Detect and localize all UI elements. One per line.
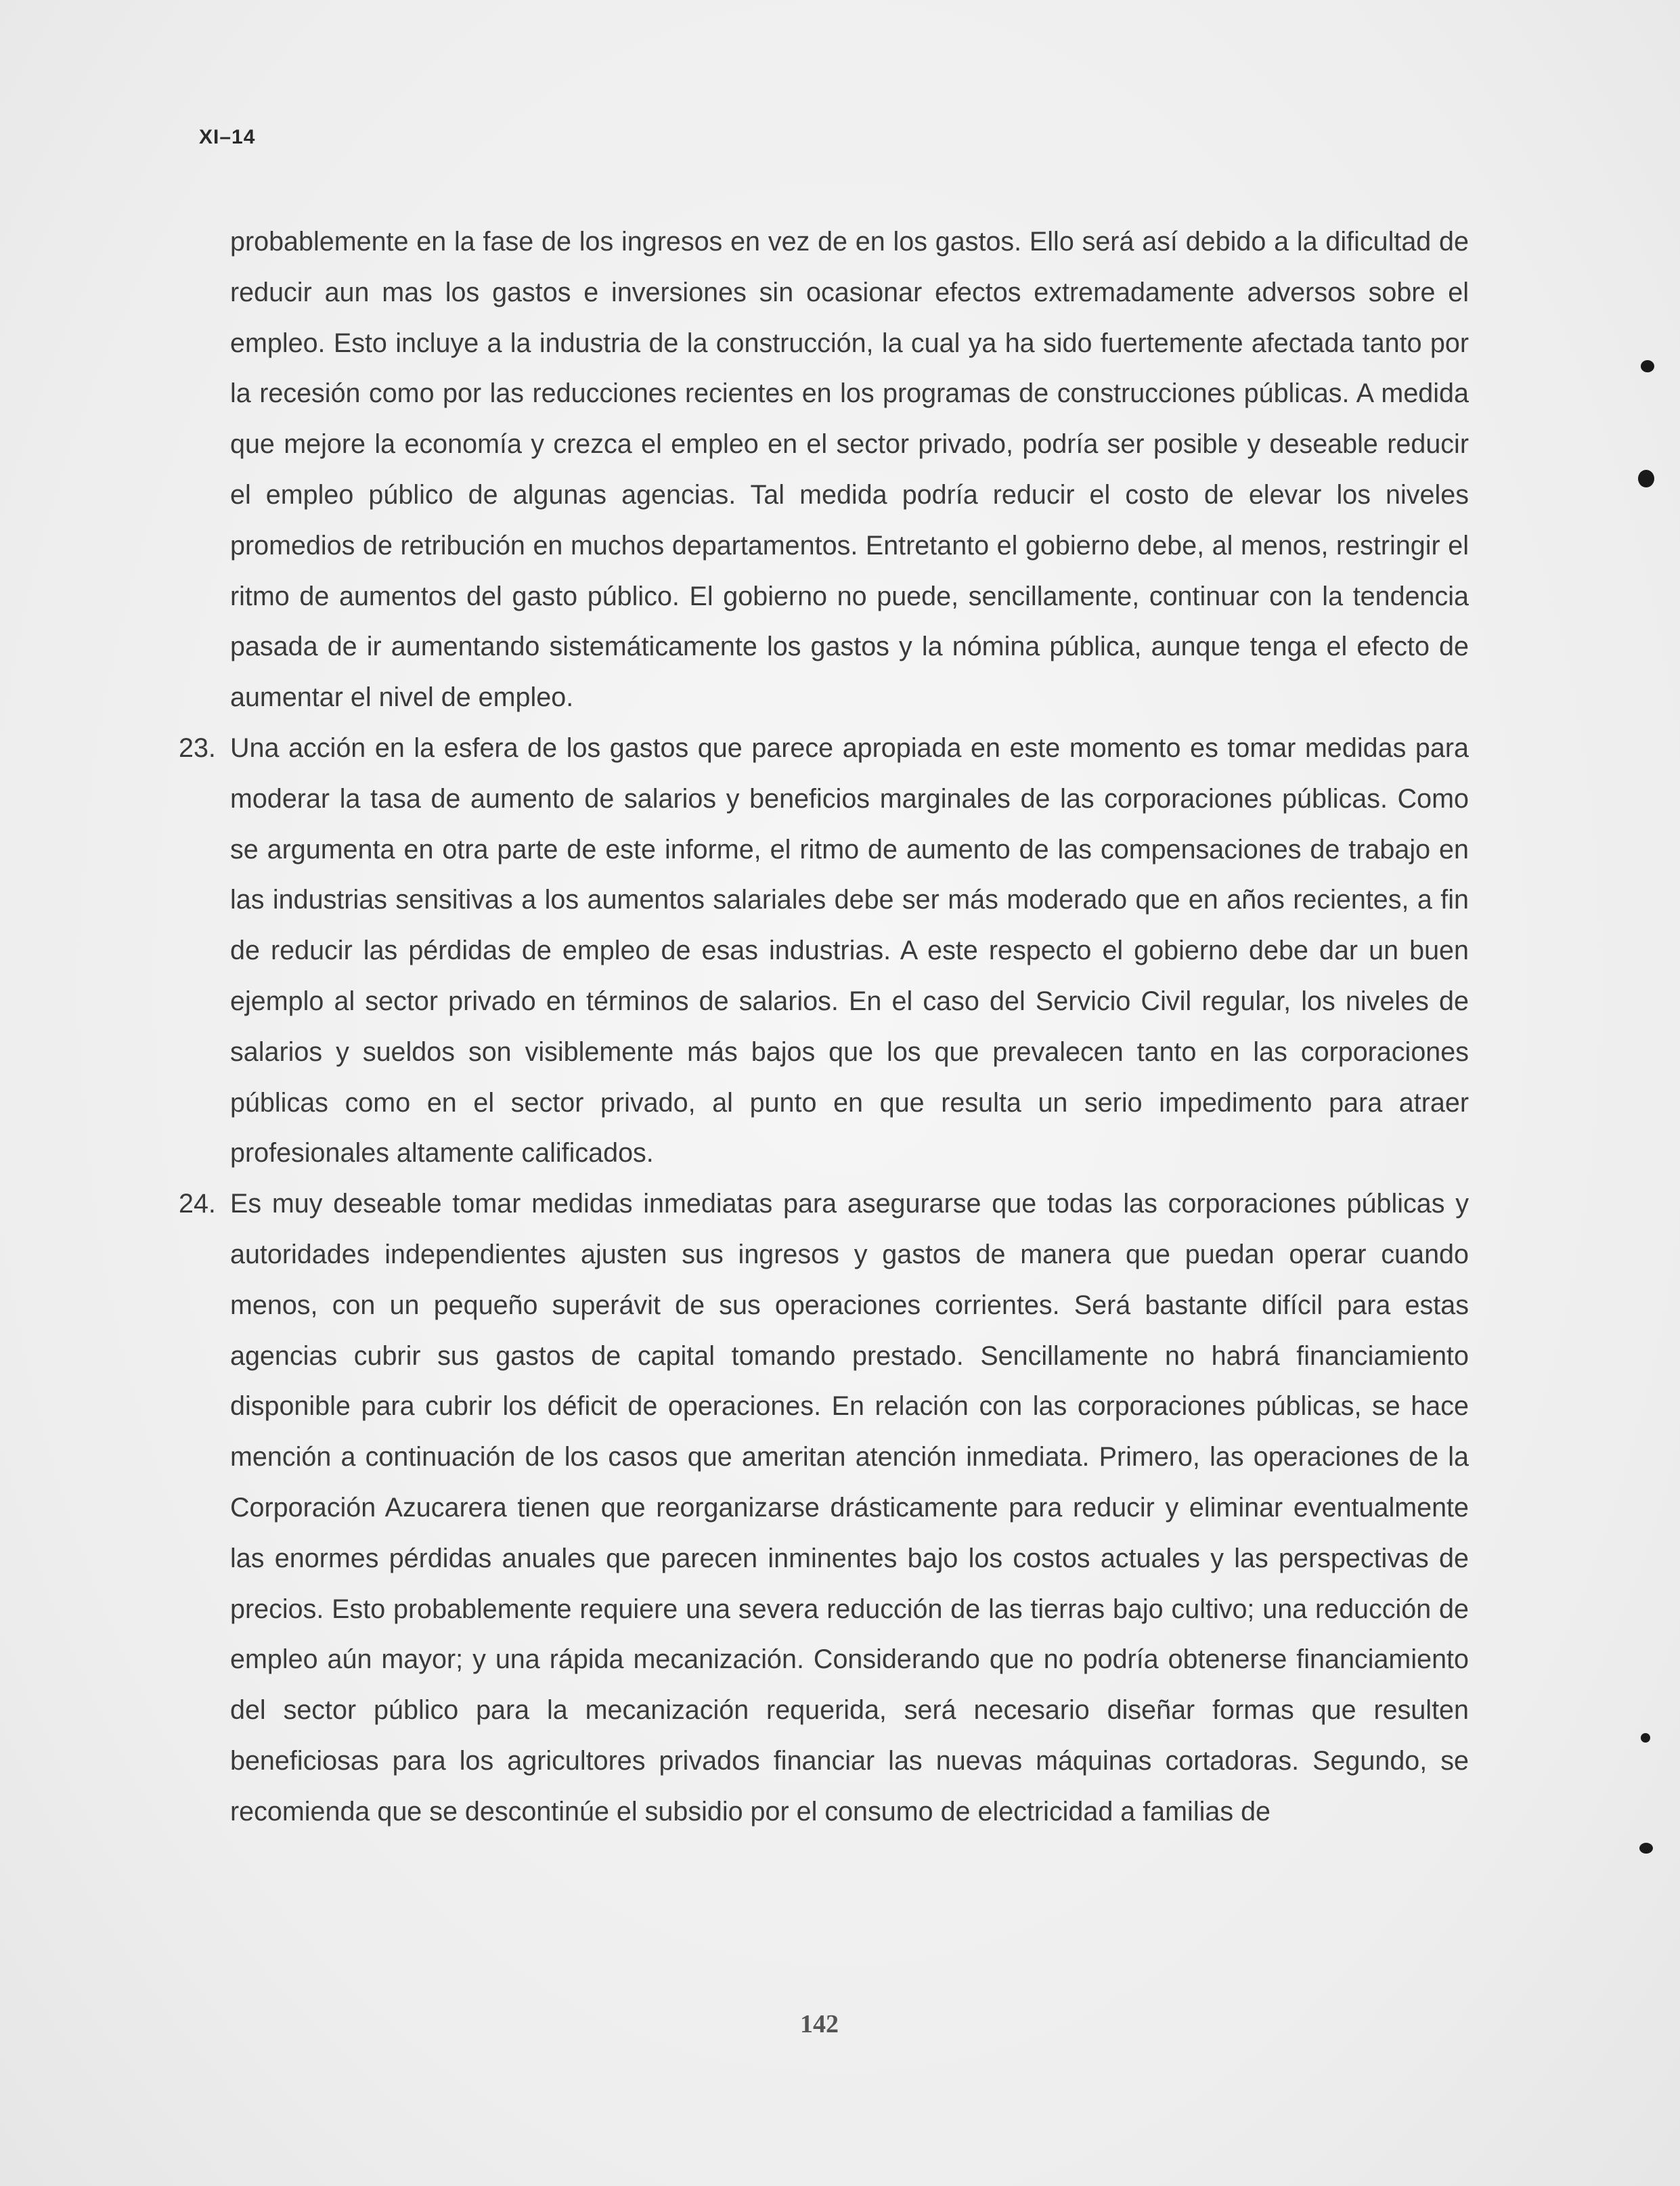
binder-hole-mark: [1639, 1843, 1653, 1854]
page-number: 142: [800, 2010, 839, 2038]
body-text: [179, 217, 1469, 1837]
continuation-paragraph: probablemente en la fase de los ingresos en vez de en los gastos. Ello será así debido a la dificultad de reducir aun mas los gastos e inversiones sin ocasionar efectos extremadamente adversos sobre el empleo. Esto incluye a la industria de la construcción, la cual ya ha sido fuertemente afectada tanto por la recesión como por las reducciones recientes en los programas de construcciones públicas. A medida que mejore la economía y crezca el empleo en el sector privado, podría ser posible y deseable reducir el empleo público de algunas agencias. Tal medida podría reducir el costo de elevar los niveles promedios de retribución en muchos departamentos. Entretanto el gobierno debe, al menos, restringir el ritmo de aumentos del gasto público. El gobierno no puede, sencillamente, continuar con la tendencia pasada de ir aumentando sistemáticamente los gastos y la nómina pública, aunque tenga el efecto de aumentar el nivel de empleo.: [230, 227, 1469, 713]
paragraph-text: Es muy deseable tomar medidas inmediatas para asegurarse que todas las corporaciones públicas y autoridades independientes ajusten sus ingresos y gastos de manera que puedan operar cuando menos, con un pequeño superávit de sus operaciones corrientes. Será bastante difícil para estas agencias cubrir sus gastos de capital tomando prestado. Sencillamente no habrá financiamiento disponible para cubrir los déficit de operaciones. En relación con las corporaciones públicas, se hace mención a continuación de los casos que ameritan atención inmediata. Primero, las operaciones de la Corporación Azucarera tienen que reorganizarse drásticamente para reducir y eliminar eventualmente las enormes pérdidas anuales que parecen inminentes bajo los costos actuales y las perspectivas de precios. Esto probablemente requiere una severa reducción de las tierras bajo cultivo; una reducción de empleo aún mayor; y una rápida mecanización. Considerando que no podría obtenerse financiamiento del sector público para la mecanización requerida, será necesario diseñar formas que resulten beneficiosas para los agricultores privados financiar las nuevas máquinas cortadoras. Segundo, se recomienda que se descontinúe el subsidio por el consumo de electricidad a familias de: [230, 1189, 1469, 1827]
paragraph-number: 23.: [179, 733, 216, 763]
numbered-paragraph-23: [179, 723, 1469, 1179]
paragraph-text: Una acción en la esfera de los gastos que parece apropiada en este momento es tomar medidas para moderar la tasa de aumento de salarios y beneficios marginales de las corporaciones públicas. Como se argumenta en otra parte de este informe, el ritmo de aumento de las compensaciones de trabajo en las industrias sensitivas a los aumentos salariales debe ser más moderado que en años recientes, a fin de reducir las pérdidas de empleo de esas industrias. A este respecto el gobierno debe dar un buen ejemplo al sector privado en términos de salarios. En el caso del Servicio Civil regular, los niveles de salarios y sueldos son visiblemente más bajos que los que prevalecen tanto en las corporaciones públicas como en el sector privado, al punto en que resulta un serio impedimento para atraer profesionales altamente calificados.: [230, 733, 1469, 1168]
binder-hole-mark: [1641, 360, 1654, 372]
binder-hole-mark: [1641, 1733, 1650, 1743]
numbered-paragraph-24: [179, 1179, 1469, 1837]
section-identifier: XI–14: [199, 126, 256, 148]
paragraph-number: 24.: [179, 1189, 216, 1219]
binder-hole-mark: [1638, 470, 1654, 487]
